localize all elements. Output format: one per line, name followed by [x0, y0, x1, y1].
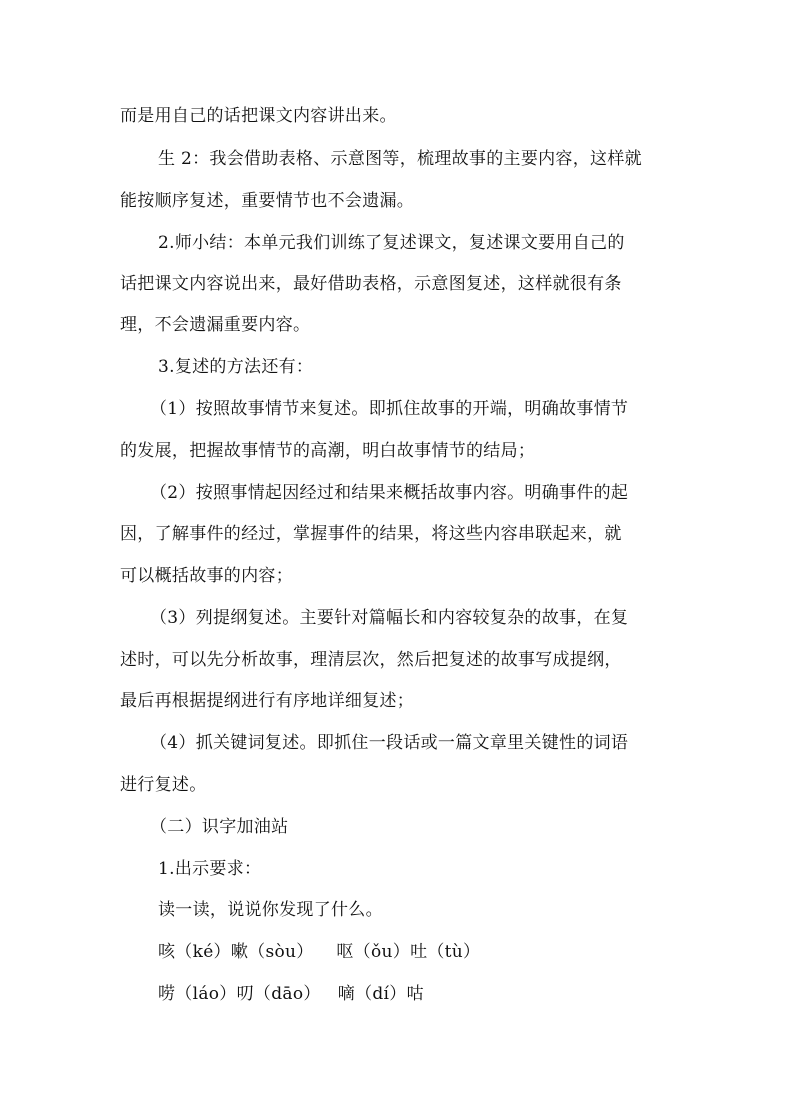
text-line: 2.师小结：本单元我们训练了复述课文，复述课文要用自己的: [158, 233, 625, 253]
text-line: （2）按照事情起因经过和结果来概括故事内容。明确事件的起: [150, 483, 629, 503]
text-line: 的发展，把握故事情节的高潮，明白故事情节的结局；: [120, 441, 536, 461]
text-line: （1）按照故事情节来复述。即抓住故事的开端，明确故事情节: [150, 399, 629, 419]
pinyin-line: 唠（láo）叨（dāo） 嘀（dí）咕: [158, 984, 424, 1004]
text-line: 话把课文内容说出来，最好借助表格，示意图复述，这样就很有条: [120, 274, 622, 294]
text-line: 3.复述的方法还有：: [158, 357, 314, 377]
text-line: 能按顺序复述，重要情节也不会遗漏。: [120, 191, 415, 211]
text-line: 1.出示要求：: [158, 859, 262, 879]
text-line: （4）抓关键词复述。即抓住一段话或一篇文章里关键性的词语: [150, 733, 629, 753]
text-line: 读一读，说说你发现了什么。: [158, 900, 383, 920]
text-line: 而是用自己的话把课文内容讲出来。: [120, 106, 397, 126]
text-line: 可以概括故事的内容；: [120, 566, 293, 586]
section-heading: （二）识字加油站: [150, 817, 289, 837]
text-line: 述时，可以先分析故事，理清层次，然后把复述的故事写成提纲，: [120, 650, 622, 670]
text-line: 生 2：我会借助表格、示意图等，梳理故事的主要内容，这样就: [158, 149, 642, 169]
text-line: 最后再根据提纲进行有序地详细复述；: [120, 691, 415, 711]
pinyin-line: 咳（ké）嗽（sòu） 呕（ǒu）吐（tù）: [158, 942, 481, 962]
text-line: 因，了解事件的经过，掌握事件的结果，将这些内容串联起来，就: [120, 524, 622, 544]
text-line: 进行复述。: [120, 775, 207, 795]
text-line: （3）列提纲复述。主要针对篇幅长和内容较复杂的故事，在复: [150, 608, 629, 628]
text-line: 理，不会遗漏重要内容。: [120, 315, 311, 335]
